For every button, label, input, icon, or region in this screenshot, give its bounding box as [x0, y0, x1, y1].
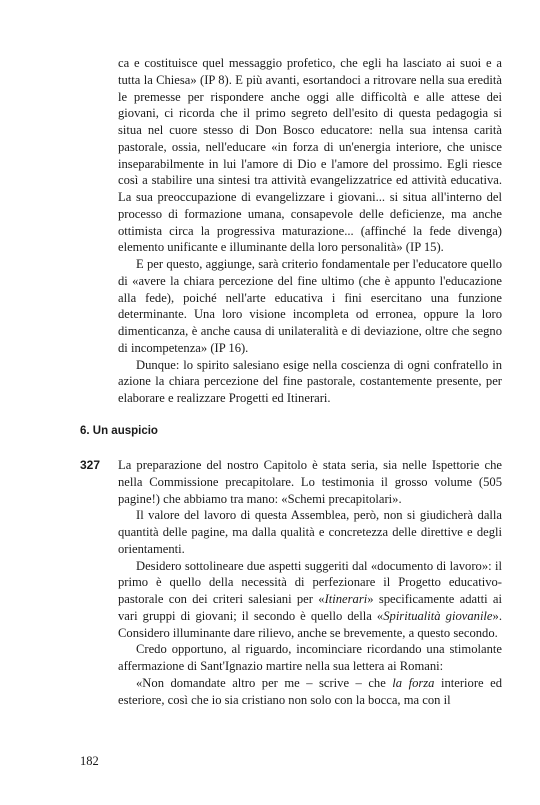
paragraph: E per questo, aggiunge, sarà criterio fondamentale per l'educatore quello di «avere la chiara percezione del fine ultimo (che è appunto l'educazione alla fede), poiché nell'arte educativa i fini esercitano una funzione determinante. Una loro visione incompleta od erronea, oppure la loro dimenticanza, è anche causa di unilateralità e di deviazione, oltre che segno di incompetenza» (IP 16). [118, 257, 502, 355]
text-run: «Non domandate altro per me – scrive – che [136, 675, 393, 690]
paragraph: Dunque: lo spirito salesiano esige nella coscienza di ogni confratello in azione la chiara percezione del fine pastorale, costantemente presente, per elaborare e realizzare Progetti ed Itinerari. [118, 357, 502, 405]
italic-text: la forza [392, 675, 435, 690]
text-run: ». Considero illuminante dare rilievo, anche se brevemente, a questo secondo. [118, 608, 502, 640]
italic-text: Itinerari [324, 592, 368, 606]
text-block-top [118, 55, 502, 407]
text-run: interiore ed esteriore, così che io sia cristiano non solo con la bocca, ma con il [118, 675, 502, 707]
section-heading: 6. Un auspicio [80, 425, 158, 437]
text-block-bottom [118, 457, 502, 708]
text-run: » specificamente adatti ai vari gruppi di giovani; il secondo è quello della « [118, 592, 502, 623]
text-run: Desidero sottolineare due aspetti suggeriti dal «documento di lavoro»: il primo è quello della necessità di perfezionare il Progetto educativo-pastorale con dei criteri salesiani per « [118, 558, 502, 606]
italic-text: Spiritualità giovanile [383, 608, 493, 623]
page-number: 182 [80, 754, 99, 768]
paragraph: Credo opportuno, al riguardo, incominciare ricordando una stimolante affermazione di Sant'Ignazio martire nella sua lettera ai Romani: [118, 642, 502, 673]
paragraph: La preparazione del nostro Capitolo è stata seria, sia nelle Ispettorie che nella Commissione precapitolare. Lo testimonia il grosso volume (505 pagine!) che abbiamo tra mano: «Schemi precapitolari». [118, 458, 502, 506]
paragraph [118, 675, 502, 709]
paragraph: Il valore del lavoro di questa Assemblea, però, non si giudicherà dalla quantità delle pagine, ma dalla qualità e concretezza delle direttive e degli orientamenti. [118, 508, 502, 556]
paragraph [118, 558, 502, 642]
paragraph: ca e costituisce quel messaggio profetico, che egli ha lasciato ai suoi e a tutta la Chiesa» (IP 8). E più avanti, esortandoci a ritrovare nella sua eredità le premesse per rispondere anche oggi alle difficoltà e alle attese dei giovani, ci ricorda che il primo segreto dell'esito di questa pedagogia si situa nel cuore stesso di Don Bosco educatore: nella sua intensa carità pastorale, ossia, nell'educare «in forza di un'energia interiore, che unisce inseparabilmente in lui l'amore di Dio e l'amore del prossimo. Egli riesce così a stabilire una sintesi tra attività evangelizzatrice ed attività educativa. La sua preoccupazione di evangelizzare i giovani... si situa all'interno del processo di formazione umana, consapevole delle deficienze, ma anche ottimista circa la progressiva maturazione... (affinché la fede divenga) elemento unificante e illuminante della loro personalità» (IP 15). [118, 56, 502, 255]
paragraph-number: 327 [80, 458, 101, 472]
